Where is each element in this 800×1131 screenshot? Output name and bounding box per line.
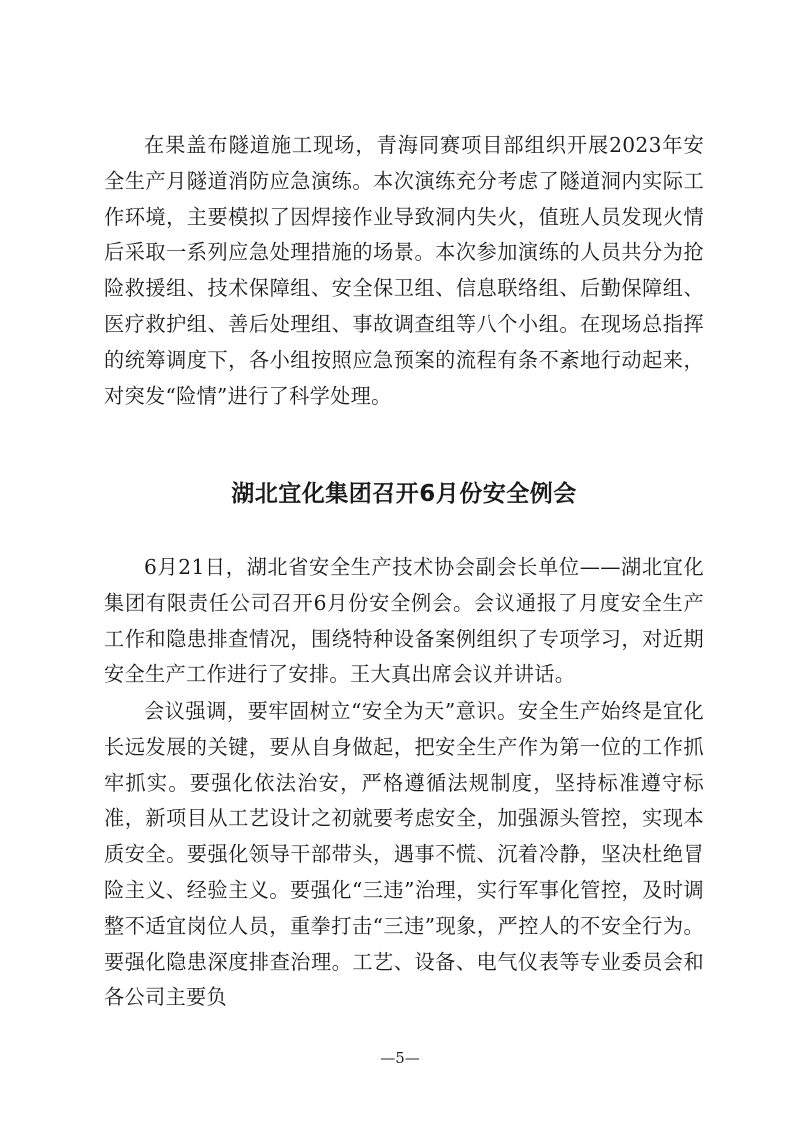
article2-title: 湖北宜化集团召开6月份安全例会: [231, 481, 577, 507]
article1-paragraph: 在果盖布隧道施工现场，青海同赛项目部组织开展2023年安全生产月隧道消防应急演练。本次演练充分考虑了隧道洞内实际工作环境，主要模拟了因焊接作业导致洞内失火，值班人员发现火情后采取一系列应急处理措施的场景。本次参加演练的人员共分为抢险救援组、技术保障组、安全保卫组、信息联络组、后勤保障组、医疗救护组、善后处理组、事故调查组等八个小组。在现场总指挥的统筹调度下，各小组按照应急预案的流程有条不紊地行动起来，对突发“险情”进行了科学处理。: [104, 133, 704, 408]
article2-paragraph-1: 6月21日，湖北省安全生产技术协会副会长单位——湖北宜化集团有限责任公司召开6月份安全例会。会议通报了月度安全生产工作和隐患排查情况，围绕特种设备案例组织了专项学习，对近期安全生产工作进行了安排。王大真出席会议并讲话。: [104, 555, 704, 687]
article2-paragraph-2: 会议强调，要牢固树立“安全为天”意识。安全生产始终是宜化长远发展的关键，要从自身做起，把安全生产作为第一位的工作抓牢抓实。要强化依法治安，严格遵循法规制度，坚持标准遵守标准，新项目从工艺设计之初就要考虑安全，加强源头管控，实现本质安全。要强化领导干部带头，遇事不慌、沉着冷静，坚决杜绝冒险主义、经验主义。要强化“三违”治理，实行军事化管控，及时调整不适宜岗位人员，重拳打击“三违”现象，严控人的不安全行为。要强化隐患深度排查治理。工艺、设备、电气仪表等专业委员会和各公司主要负: [104, 699, 704, 1010]
page-number: —5—: [380, 1049, 420, 1067]
